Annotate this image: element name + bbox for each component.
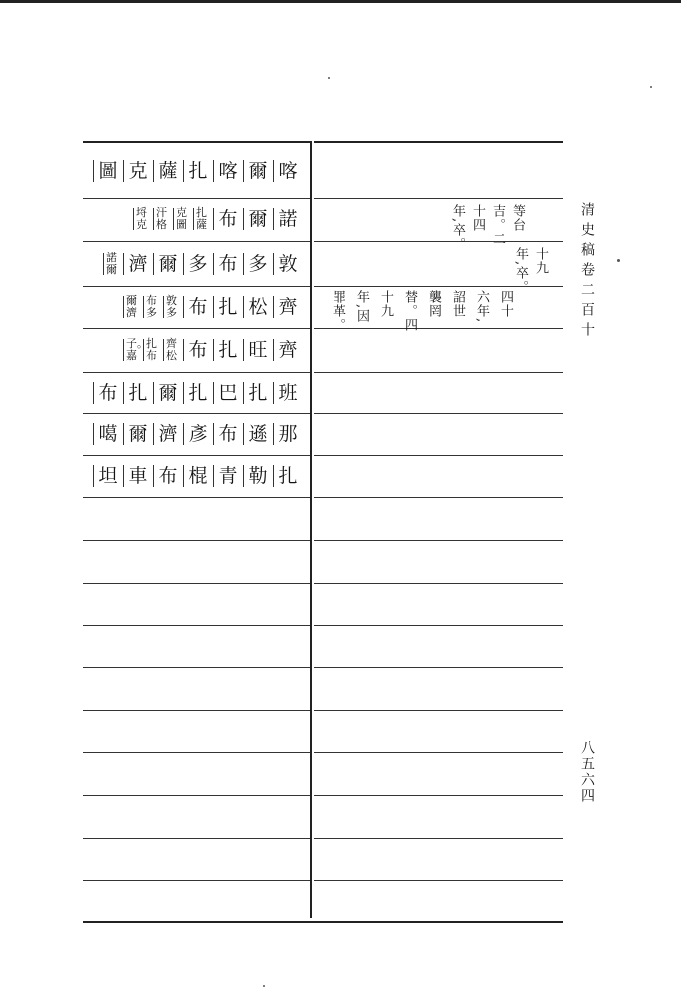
table-top-rule — [83, 141, 310, 143]
name-char: 布 — [158, 465, 178, 487]
note-rule — [314, 372, 563, 373]
row-rule — [83, 497, 310, 498]
name-small-char: 爾 — [126, 294, 137, 307]
name-small-char: 埒 — [136, 206, 147, 219]
name-char: 扎 — [248, 381, 268, 404]
name-char: 喀 — [218, 160, 238, 182]
note-column: 十九 — [533, 247, 548, 275]
row-rule — [83, 455, 310, 456]
note-row-2 — [513, 247, 547, 294]
note-column: 罪革。 — [330, 290, 345, 332]
table-row — [85, 331, 308, 369]
name-char: 爾 — [158, 253, 178, 275]
name-char: 布 — [188, 339, 208, 361]
name-cell — [173, 207, 190, 231]
name-cell — [123, 295, 140, 319]
name-cell — [273, 159, 300, 183]
note-rule — [314, 413, 563, 414]
note-rule — [314, 625, 563, 626]
name-small-char: 扎 — [146, 337, 157, 350]
name-char: 扎 — [188, 160, 208, 182]
note-column: 十四 — [470, 204, 485, 232]
name-char: 爾 — [248, 160, 268, 182]
table-row — [85, 458, 308, 494]
row-rule — [83, 328, 310, 329]
row-rule — [83, 795, 310, 796]
name-cell — [273, 295, 300, 319]
note-column: 等台 — [510, 204, 525, 232]
name-small-char: 布 — [146, 349, 157, 362]
name-cell — [143, 295, 160, 319]
name-cell — [143, 338, 160, 362]
name-cell — [213, 422, 240, 446]
row-rule — [83, 241, 310, 242]
name-char: 布 — [218, 423, 238, 445]
name-char: 布 — [188, 296, 208, 318]
name-small-char: 多 — [146, 306, 157, 319]
name-cell — [243, 159, 270, 183]
name-cell — [123, 464, 150, 488]
name-cell — [213, 207, 240, 231]
name-small-char: 爾 — [106, 263, 117, 276]
name-cell — [273, 252, 300, 276]
name-cell — [123, 422, 150, 446]
note-column: 六年, — [474, 290, 489, 324]
row-rule — [83, 583, 310, 584]
name-small — [126, 295, 140, 319]
name-cell — [153, 422, 180, 446]
name-cell — [103, 252, 120, 276]
name-small-char: 汗 — [156, 206, 167, 219]
name-small — [166, 338, 180, 362]
name-small-char: 布 — [146, 294, 157, 307]
row-rule — [83, 198, 310, 199]
row-rule — [83, 413, 310, 414]
note-row-3 — [330, 290, 512, 332]
name-small-char: 圖 — [176, 218, 187, 231]
name-cell — [213, 381, 240, 405]
name-small-char: 克 — [136, 218, 147, 231]
name-cell — [243, 464, 270, 488]
name-small-char: 子。 — [126, 337, 148, 350]
name-char: 敦 — [278, 253, 298, 275]
note-column: 年,因 — [354, 290, 369, 324]
name-char: 布 — [98, 381, 118, 404]
name-small-char: 松 — [166, 349, 177, 362]
name-small-char: 齊 — [166, 337, 177, 350]
row-rule — [83, 710, 310, 711]
name-char: 齊 — [278, 339, 298, 361]
name-cell — [273, 381, 300, 405]
name-cell — [273, 422, 300, 446]
name-char: 濟 — [158, 423, 178, 445]
name-char: 扎 — [188, 381, 208, 404]
note-column: 十九 — [378, 290, 393, 318]
name-cell — [123, 252, 150, 276]
table-row — [85, 375, 308, 410]
name-cell — [273, 464, 300, 488]
name-char: 青 — [218, 465, 238, 487]
note-rule — [314, 710, 563, 711]
name-cell — [183, 381, 210, 405]
row-rule — [83, 286, 310, 287]
name-cell — [183, 295, 210, 319]
name-char: 扎 — [218, 339, 238, 361]
name-cell — [183, 464, 210, 488]
name-char: 班 — [278, 381, 298, 404]
row-rule — [83, 625, 310, 626]
note-column: 年,卒。 — [450, 204, 465, 252]
name-cell — [93, 159, 120, 183]
name-cell — [243, 338, 270, 362]
name-cell — [213, 295, 240, 319]
name-cell — [183, 159, 210, 183]
name-cell — [213, 464, 240, 488]
name-char: 扎 — [218, 296, 238, 318]
name-cell — [123, 159, 150, 183]
name-cell — [123, 337, 148, 362]
table-row — [85, 151, 308, 191]
name-char: 彥 — [188, 423, 208, 445]
name-small — [146, 295, 160, 319]
table-row — [85, 201, 308, 237]
name-small-char: 克 — [176, 206, 187, 219]
name-cell — [93, 381, 120, 405]
row-rule — [83, 372, 310, 373]
scan-speck — [263, 985, 265, 987]
name-cell — [273, 338, 300, 362]
name-char: 扎 — [128, 381, 148, 404]
scan-speck — [617, 259, 620, 262]
name-char: 巴 — [218, 381, 238, 404]
name-char: 車 — [128, 465, 148, 487]
name-cell — [193, 207, 210, 231]
name-small — [176, 207, 190, 231]
name-small-char: 薩 — [196, 218, 207, 231]
name-char: 松 — [248, 296, 268, 318]
note-rule — [314, 241, 563, 242]
name-cell — [153, 252, 180, 276]
name-char: 多 — [248, 253, 268, 275]
row-rule — [83, 667, 310, 668]
scan-speck — [650, 86, 652, 88]
name-small-char: 嘉 — [126, 349, 137, 362]
note-rule — [314, 583, 563, 584]
name-cell — [93, 422, 120, 446]
name-cell — [243, 252, 270, 276]
row-rule — [83, 540, 310, 541]
name-char: 濟 — [128, 253, 148, 275]
name-char: 噶 — [98, 423, 118, 445]
name-small — [136, 207, 150, 231]
note-column: 吉。二 — [490, 204, 505, 246]
table-row — [85, 416, 308, 452]
name-char: 克 — [128, 160, 148, 182]
running-title: 清史稿卷二百十 — [579, 202, 595, 342]
note-rule — [314, 880, 563, 881]
center-divider — [310, 141, 312, 918]
name-small — [126, 337, 148, 362]
name-char: 爾 — [158, 381, 178, 404]
name-char: 爾 — [128, 423, 148, 445]
name-char: 喀 — [278, 160, 298, 182]
table-row — [85, 245, 308, 283]
name-cell — [183, 252, 210, 276]
name-small — [156, 207, 170, 231]
note-rule — [314, 795, 563, 796]
table-bottom-rule — [83, 921, 563, 923]
name-cell — [273, 207, 300, 231]
row-rule — [83, 752, 310, 753]
name-char: 坦 — [98, 465, 118, 487]
name-cell — [243, 295, 270, 319]
name-cell — [163, 295, 180, 319]
name-cell — [243, 381, 270, 405]
name-cell — [243, 207, 270, 231]
name-cell — [123, 381, 150, 405]
note-rule — [314, 198, 563, 199]
name-cell — [153, 159, 180, 183]
name-small-char: 扎 — [196, 206, 207, 219]
name-char: 棍 — [188, 465, 208, 487]
row-rule — [83, 838, 310, 839]
notes-top-rule — [314, 141, 563, 143]
name-cell — [213, 252, 240, 276]
name-cell — [213, 159, 240, 183]
name-char: 遜 — [248, 423, 268, 445]
scan-speck — [328, 77, 330, 79]
name-small — [146, 338, 160, 362]
note-rule — [314, 838, 563, 839]
note-column: 替。四 — [402, 290, 417, 332]
name-cell — [153, 464, 180, 488]
name-char: 扎 — [278, 465, 298, 487]
name-char: 諾 — [278, 208, 298, 230]
name-cell — [133, 207, 150, 231]
note-rule — [314, 497, 563, 498]
page-number: 八五六四 — [579, 740, 595, 804]
name-small — [166, 295, 180, 319]
name-cell — [93, 464, 120, 488]
note-rule — [314, 752, 563, 753]
name-char: 那 — [278, 423, 298, 445]
name-char: 布 — [218, 208, 238, 230]
note-column: 四十 — [498, 290, 513, 318]
name-char: 勒 — [248, 465, 268, 487]
note-rule — [314, 455, 563, 456]
name-small-char: 敦 — [166, 294, 177, 307]
name-cell — [183, 338, 210, 362]
top-border — [0, 0, 681, 3]
name-cell — [153, 207, 170, 231]
note-column: 襲罔 — [426, 290, 441, 318]
name-cell — [153, 381, 180, 405]
name-cell — [213, 338, 240, 362]
name-char: 圖 — [98, 160, 118, 182]
note-column: 詔世 — [450, 290, 465, 318]
name-char: 旺 — [248, 339, 268, 361]
note-row-1 — [450, 204, 524, 251]
name-small-char: 諾 — [106, 251, 117, 264]
table-row — [85, 289, 308, 325]
name-small-char: 格 — [156, 218, 167, 231]
note-rule — [314, 667, 563, 668]
name-small-char: 濟 — [126, 306, 137, 319]
name-small — [106, 252, 120, 276]
note-column: 年,卒。 — [513, 247, 528, 295]
name-char: 布 — [218, 253, 238, 275]
name-char: 爾 — [248, 208, 268, 230]
name-cell — [183, 422, 210, 446]
name-char: 薩 — [158, 160, 178, 182]
name-small — [196, 207, 210, 231]
name-cell — [243, 422, 270, 446]
name-char: 多 — [188, 253, 208, 275]
name-small-char: 多 — [166, 306, 177, 319]
name-cell — [163, 338, 180, 362]
row-rule — [83, 880, 310, 881]
name-char: 齊 — [278, 296, 298, 318]
note-rule — [314, 540, 563, 541]
